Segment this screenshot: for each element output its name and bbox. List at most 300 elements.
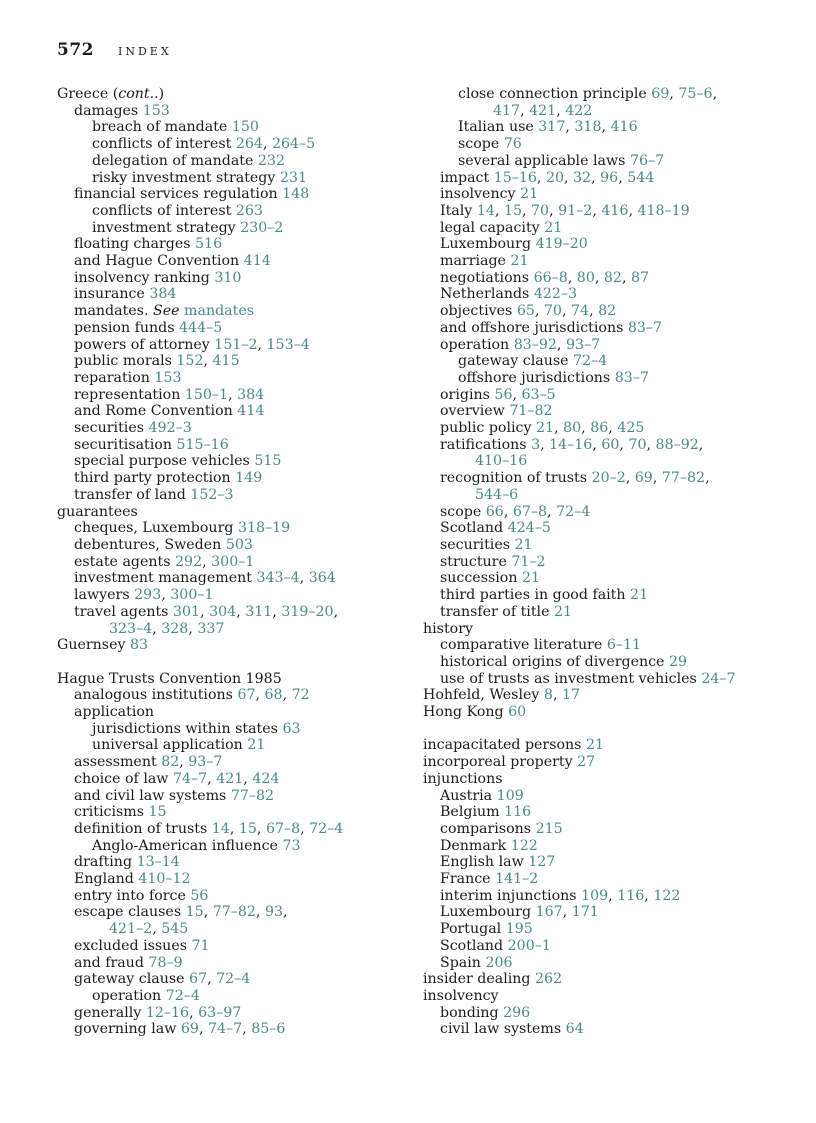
index-entry (57, 370, 422, 387)
page-ref[interactable]: 21 (630, 587, 649, 604)
index-term: pension funds (74, 319, 175, 336)
page-ref[interactable]: 27 (577, 754, 596, 771)
page-ref[interactable]: 416 (601, 202, 629, 219)
page-ref[interactable]: 82 (161, 754, 180, 771)
page-ref[interactable]: 384 (237, 386, 265, 403)
page-ref[interactable]: 421 (529, 102, 557, 119)
page-ref[interactable]: 21 (536, 420, 555, 437)
index-entry: powers of attorney 151–2, 153–4 (74, 336, 310, 353)
index-term: analogous institutions (74, 687, 233, 704)
index-entry (57, 704, 422, 721)
index-entry (57, 504, 422, 521)
index-term: close connection principle (458, 86, 647, 102)
page-ref[interactable]: 417 (493, 102, 521, 119)
page-ref[interactable]: 76 (503, 136, 522, 153)
page-ref[interactable]: 195 (505, 921, 533, 938)
index-entry (423, 554, 793, 571)
index-term: several applicable laws (458, 152, 626, 169)
page-ref[interactable]: 93–7 (565, 336, 601, 353)
index-term: insolvency (440, 186, 516, 203)
page-ref[interactable]: 262 (535, 971, 563, 988)
index-entry (57, 320, 422, 337)
index-term: Luxembourg (440, 904, 532, 921)
page-ref[interactable]: 148 (282, 186, 310, 203)
page-ref[interactable]: 116 (617, 887, 645, 904)
page-ref[interactable]: 67–8 (265, 820, 301, 837)
entry-gap (423, 721, 793, 738)
index-column-right (423, 86, 793, 1038)
index-entry (423, 704, 793, 721)
index-term: English law (440, 854, 524, 871)
page-ref[interactable]: 328 (161, 620, 189, 637)
index-entry (57, 671, 422, 688)
index-term: insider dealing (423, 971, 531, 988)
page-ref[interactable]: 87 (630, 269, 650, 286)
index-entry (57, 737, 422, 754)
page-ref[interactable]: 418–19 (637, 202, 690, 219)
page-ref[interactable]: 122 (653, 887, 681, 904)
page-ref[interactable]: 425 (617, 420, 645, 437)
page-ref[interactable]: 88–92 (655, 436, 699, 453)
page-ref[interactable]: 21 (585, 737, 605, 754)
index-term: assessment (74, 754, 157, 771)
index-term: Scotland (440, 520, 504, 537)
index-entry (423, 520, 793, 537)
index-entry (57, 453, 422, 470)
index-entry (57, 437, 422, 454)
page-ref[interactable]: 318–19 (237, 520, 291, 537)
index-term: breach of mandate (92, 119, 228, 136)
page-ref[interactable]: 93 (264, 904, 284, 921)
page-ref[interactable]: 544 (627, 169, 655, 186)
page-ref[interactable]: 317 (538, 119, 566, 136)
index-entry: Greece (cont..) (57, 86, 165, 102)
index-term: choice of law (74, 770, 169, 787)
index-entry: definition of trusts 14, 15, 67–8, 72–4 (74, 820, 344, 837)
page-ref[interactable]: 544–6 (475, 486, 519, 503)
index-entry (57, 721, 422, 738)
page-ref[interactable]: 15 (503, 202, 522, 219)
page-ref[interactable]: 319–20 (281, 603, 334, 620)
index-term: insolvency (423, 987, 499, 1004)
page-ref[interactable]: 15 (148, 804, 167, 821)
page-ref[interactable]: 116 (504, 804, 532, 821)
page-ref[interactable]: 21 (520, 186, 539, 203)
page-ref[interactable]: 63–97 (198, 1004, 242, 1021)
page-ref[interactable]: 66 (485, 503, 504, 520)
page-ref[interactable]: 215 (535, 820, 563, 837)
page-ref[interactable]: 82 (603, 269, 622, 286)
page-ref[interactable]: 152–3 (190, 486, 234, 503)
page-ref[interactable]: 15 (238, 820, 257, 837)
index-entry (423, 587, 793, 604)
index-term: debentures, Sweden (74, 536, 222, 553)
index-entry (423, 253, 793, 270)
page-ref[interactable]: 21 (522, 570, 541, 587)
index-term: and offshore jurisdictions (440, 319, 624, 336)
page-ref[interactable]: 231 (279, 169, 308, 186)
index-term: risky investment strategy (92, 169, 276, 186)
page-ref[interactable]: 3 (531, 436, 541, 453)
page-ref[interactable]: 414 (243, 253, 271, 270)
page-ref[interactable]: 32 (573, 169, 592, 186)
index-term: and Rome Convention (74, 403, 233, 420)
page-ref[interactable]: 384 (149, 286, 177, 303)
index-entry (423, 671, 793, 688)
index-entry (57, 838, 422, 855)
page-ref[interactable]: 76–7 (629, 152, 665, 169)
index-term: insolvency ranking (74, 269, 210, 286)
index-entry: scope 66, 67–8, 72–4 (440, 503, 591, 520)
page-ref[interactable]: 67 (237, 687, 256, 704)
page-ref[interactable]: 21 (514, 536, 533, 553)
page-ref[interactable]: 63–5 (521, 386, 556, 403)
page-ref[interactable]: 515 (254, 453, 282, 470)
index-entry (57, 420, 422, 437)
page-ref[interactable]: 71 (191, 937, 210, 954)
index-entry (57, 804, 422, 821)
index-term: Hong Kong (423, 704, 504, 721)
index-entry (423, 988, 793, 1005)
page-ref[interactable]: 72–4 (573, 353, 608, 370)
page-ref[interactable]: 292 (175, 553, 203, 570)
page-ref[interactable]: 65 (516, 303, 535, 320)
index-entry: public policy 21, 80, 86, 425 (440, 420, 645, 437)
index-term: injunctions (423, 770, 503, 787)
page-ref[interactable]: 545 (161, 921, 189, 938)
index-term: objectives (440, 303, 513, 320)
page-ref[interactable]: 72–4 (216, 971, 251, 988)
page-ref[interactable]: 85–6 (251, 1021, 286, 1038)
index-term: delegation of mandate (92, 152, 254, 169)
page-ref[interactable]: 12–16 (145, 1004, 190, 1021)
page-ref[interactable]: 83 (130, 637, 149, 654)
page-ref[interactable]: 93–7 (188, 754, 223, 771)
index-entry (57, 988, 422, 1005)
page-ref[interactable]: 264 (235, 136, 263, 153)
page-ref[interactable]: 24–7 (701, 670, 736, 687)
page-ref[interactable]: 70 (628, 436, 647, 453)
page-ref[interactable]: 83–92 (513, 336, 557, 353)
page-ref[interactable]: 91–2 (558, 202, 593, 219)
page-ref[interactable]: 516 (195, 236, 223, 253)
index-term: transfer of title (440, 603, 550, 620)
index-term: and fraud (74, 954, 144, 971)
page-ref[interactable]: 67–8 (512, 503, 548, 520)
page-ref[interactable]: 515–16 (176, 436, 229, 453)
index-term: public policy (440, 420, 532, 437)
page-ref[interactable]: 6–11 (606, 637, 642, 654)
page-ref[interactable]: 21 (510, 253, 529, 270)
index-entry: negotiations 66–8, 80, 82, 87 (440, 269, 650, 286)
page-ref[interactable]: 232 (257, 152, 285, 169)
index-term: reparation (74, 369, 150, 386)
index-term: England (74, 871, 134, 888)
page-ref[interactable]: 14–16 (549, 436, 593, 453)
index-entry (423, 854, 793, 871)
page-ref[interactable]: 422–3 (533, 286, 578, 303)
index-entry: recognition of trusts 20–2, 69, 77–82, (440, 470, 710, 487)
index-term: representation (74, 386, 181, 403)
page-ref[interactable]: 20 (545, 169, 564, 186)
page-ref[interactable]: 153 (142, 102, 170, 119)
index-term: governing law (74, 1021, 177, 1038)
page-ref[interactable]: 14 (476, 202, 495, 219)
index-entry (423, 186, 793, 203)
page-ref[interactable]: 8 (543, 687, 553, 704)
index-entry (423, 320, 793, 337)
index-term: gateway clause (458, 353, 569, 370)
index-term: Portugal (440, 921, 502, 938)
page-ref[interactable]: 171 (571, 904, 599, 921)
page-ref[interactable]: 71–2 (511, 553, 546, 570)
index-term: floating charges (74, 236, 191, 253)
index-term: universal application (92, 737, 243, 754)
page-ref[interactable]: 14 (211, 820, 230, 837)
index-term: negotiations (440, 269, 530, 286)
index-term: powers of attorney (74, 336, 210, 353)
page-ref[interactable]: 293 (134, 587, 162, 604)
page-ref[interactable]: 301 (172, 603, 201, 620)
page-ref[interactable]: 86 (590, 420, 609, 437)
index-term: public morals (74, 353, 172, 370)
index-entry (423, 1021, 793, 1038)
page-ref[interactable]: 21 (247, 737, 266, 754)
page-ref[interactable]: 13–14 (136, 854, 180, 871)
index-entry (423, 821, 793, 838)
index-entry (57, 938, 422, 955)
index-entry (423, 621, 793, 638)
index-entry: generally 12–16, 63–97 (74, 1004, 242, 1021)
index-entry (423, 921, 793, 938)
page-ref[interactable]: 67 (189, 971, 208, 988)
index-term: escape clauses (74, 904, 182, 921)
index-term: guarantees (57, 503, 138, 520)
index-entry (57, 871, 422, 888)
index-entry: objectives 65, 70, 74, 82 (440, 303, 617, 320)
page-ref[interactable]: 318 (574, 119, 602, 136)
index-entry (57, 203, 422, 220)
index-entry (423, 871, 793, 888)
index-entry: conflicts of interest 264, 264–5 (92, 136, 316, 153)
page-ref[interactable]: 492–3 (148, 420, 192, 437)
page-ref[interactable]: 78–9 (148, 954, 183, 971)
index-term: Netherlands (440, 286, 530, 303)
page-ref[interactable]: 300–1 (170, 587, 214, 604)
page-ref[interactable]: 83–7 (614, 369, 649, 386)
index-entry (423, 838, 793, 855)
page-ref[interactable]: 167 (535, 904, 563, 921)
index-term: structure (440, 553, 507, 570)
index-term: impact (440, 169, 490, 186)
index-entry (423, 353, 793, 370)
index-term: Anglo-American influence (92, 837, 278, 854)
page-ref[interactable]: 69 (651, 86, 670, 102)
page-ref[interactable]: 82 (598, 303, 617, 320)
page-ref[interactable]: 64 (565, 1021, 584, 1038)
page-ref[interactable]: 56 (494, 386, 513, 403)
page-ref[interactable]: 264–5 (271, 136, 316, 153)
index-term: historical origins of divergence (440, 653, 665, 670)
page-ref[interactable]: 304 (209, 603, 237, 620)
page-ref[interactable]: 60 (508, 704, 527, 721)
page-ref[interactable]: 206 (485, 954, 513, 971)
page-ref[interactable]: 300–1 (211, 553, 255, 570)
page-ref[interactable]: 74 (571, 303, 590, 320)
index-entry (57, 788, 422, 805)
index-term: ratifications (440, 436, 527, 453)
page-ref[interactable]: 424 (252, 770, 280, 787)
page-ref[interactable]: 77–82 (230, 787, 275, 804)
page-ref[interactable]: 200–1 (507, 937, 551, 954)
page-ref[interactable]: 71–82 (509, 403, 553, 420)
page-ref[interactable]: 296 (503, 1004, 531, 1021)
index-term: recognition of trusts (440, 470, 588, 487)
page-ref[interactable]: 80 (563, 420, 582, 437)
page-ref[interactable]: 263 (235, 202, 263, 219)
page-ref[interactable]: 15–16 (493, 169, 537, 186)
index-term: overview (440, 403, 505, 420)
page-ref[interactable]: 15 (185, 904, 204, 921)
page-ref[interactable]: 410–16 (475, 453, 528, 470)
page-ref[interactable]: 153–4 (266, 336, 310, 353)
index-term: use of trusts as investment vehicles (440, 670, 697, 687)
page-ref[interactable]: 149 (235, 470, 263, 487)
page-ref[interactable]: 63 (282, 720, 301, 737)
page-ref[interactable]: 230–2 (240, 219, 284, 236)
index-term: conflicts of interest (92, 202, 232, 219)
index-entry: Italy 14, 15, 70, 91–2, 416, 418–19 (440, 202, 690, 219)
page-ref[interactable]: 364 (308, 570, 336, 587)
index-term: Denmark (440, 837, 507, 854)
page-ref[interactable]: 29 (668, 653, 688, 670)
page-ref[interactable]: 127 (528, 854, 556, 871)
index-entry: investment management 343–4, 364 (74, 570, 336, 587)
index-term: Greece (57, 86, 109, 102)
index-term: scope (458, 136, 500, 153)
page-ref[interactable]: 422 (565, 102, 593, 119)
index-entry (57, 153, 422, 170)
page-ref[interactable]: 72–4 (556, 503, 591, 520)
index-entry (423, 788, 793, 805)
page-ref[interactable]: 17 (561, 687, 581, 704)
index-entry: travel agents 301, 304, 311, 319–20, (74, 603, 339, 620)
index-entry (57, 286, 422, 303)
page-ref[interactable]: 419–20 (535, 236, 588, 253)
index-term: and civil law systems (74, 787, 227, 804)
index-entry: gateway clause 67, 72–4 (74, 971, 251, 988)
index-entry: 421–2, 545 (109, 921, 189, 938)
page-ref[interactable]: 410–12 (138, 871, 191, 888)
page-ref[interactable]: 80 (576, 269, 595, 286)
page-ref[interactable]: 310 (214, 269, 242, 286)
page-ref[interactable]: 74–7 (207, 1021, 243, 1038)
page-ref[interactable]: 74–7 (172, 770, 208, 787)
page-ref[interactable]: 69 (634, 470, 653, 487)
page-ref[interactable]: 311 (245, 603, 273, 620)
page-ref[interactable]: 66–8 (533, 269, 568, 286)
cross-reference[interactable]: mandates (184, 303, 254, 320)
index-entry (423, 737, 793, 754)
index-entry: governing law 69, 74–7, 85–6 (74, 1021, 286, 1038)
page-ref[interactable]: 343–4 (256, 570, 300, 587)
index-entry: lawyers 293, 300–1 (74, 587, 214, 604)
index-term: mandates. (74, 303, 149, 320)
index-entry (423, 236, 793, 253)
index-entry (57, 520, 422, 537)
page-ref[interactable]: 21 (554, 603, 573, 620)
index-entry (57, 637, 422, 654)
index-entry (57, 955, 422, 972)
page-number: 572 (57, 40, 94, 60)
index-term: criticisms (74, 804, 145, 821)
page-ref[interactable]: 68 (264, 687, 283, 704)
page-ref[interactable]: 56 (190, 887, 209, 904)
page-ref[interactable]: 72–4 (309, 820, 344, 837)
page-ref[interactable]: 151–2 (214, 336, 258, 353)
page-ref[interactable]: 77–82 (212, 904, 256, 921)
page-ref[interactable]: 416 (610, 119, 638, 136)
page-ref[interactable]: 83–7 (627, 319, 663, 336)
index-term: damages (74, 102, 139, 119)
page-ref[interactable]: 72 (291, 687, 310, 704)
page-ref[interactable]: 141–2 (495, 871, 539, 888)
page-ref[interactable]: 73 (282, 837, 301, 854)
page-ref[interactable]: 20–2 (591, 470, 626, 487)
index-term: scope (440, 503, 482, 520)
page-ref[interactable]: 444–5 (179, 319, 223, 336)
index-entry (423, 1005, 793, 1022)
page-ref[interactable]: 70 (543, 303, 562, 320)
page-ref[interactable]: 150–1 (184, 386, 229, 403)
page-ref[interactable]: 323–4 (109, 620, 153, 637)
index-entry: impact 15–16, 20, 32, 96, 544 (440, 169, 655, 186)
page-ref[interactable]: 70 (531, 202, 550, 219)
page-ref[interactable]: 77–82 (661, 470, 706, 487)
page-ref[interactable]: 503 (225, 536, 253, 553)
page-ref[interactable]: 150 (231, 119, 259, 136)
page-ref[interactable]: 153 (154, 369, 182, 386)
index-entry (57, 103, 422, 120)
index-term: conflicts of interest (92, 136, 232, 153)
page-ref[interactable]: 109 (496, 787, 524, 804)
page-ref[interactable]: 72–4 (165, 987, 200, 1004)
index-term: definition of trusts (74, 820, 208, 837)
page-ref[interactable]: 414 (237, 403, 265, 420)
page-ref[interactable]: 109 (581, 887, 609, 904)
page-ref[interactable]: 415 (212, 353, 240, 370)
page-ref[interactable]: 69 (180, 1021, 199, 1038)
page-ref[interactable]: 122 (510, 837, 538, 854)
index-entry: Italian use 317, 318, 416 (458, 119, 638, 136)
page-ref[interactable]: 75–6 (678, 86, 713, 102)
index-entry: Hohfeld, Wesley 8, 17 (423, 687, 581, 704)
index-term: offshore jurisdictions (458, 369, 611, 386)
page-ref[interactable]: 424–5 (507, 520, 551, 537)
index-term: and Hague Convention (74, 253, 240, 270)
index-term: transfer of land (74, 486, 186, 503)
page-ref[interactable]: 421–2 (109, 921, 153, 938)
page-ref[interactable]: 21 (544, 219, 563, 236)
page-ref[interactable]: 337 (197, 620, 225, 637)
page-ref[interactable]: 152 (176, 353, 204, 370)
page-ref[interactable]: 96 (600, 169, 619, 186)
index-term: jurisdictions within states (92, 720, 278, 737)
page-ref[interactable]: 60 (601, 436, 620, 453)
page-ref[interactable]: 421 (216, 770, 244, 787)
index-term: operation (440, 336, 510, 353)
index-entry (57, 119, 422, 136)
